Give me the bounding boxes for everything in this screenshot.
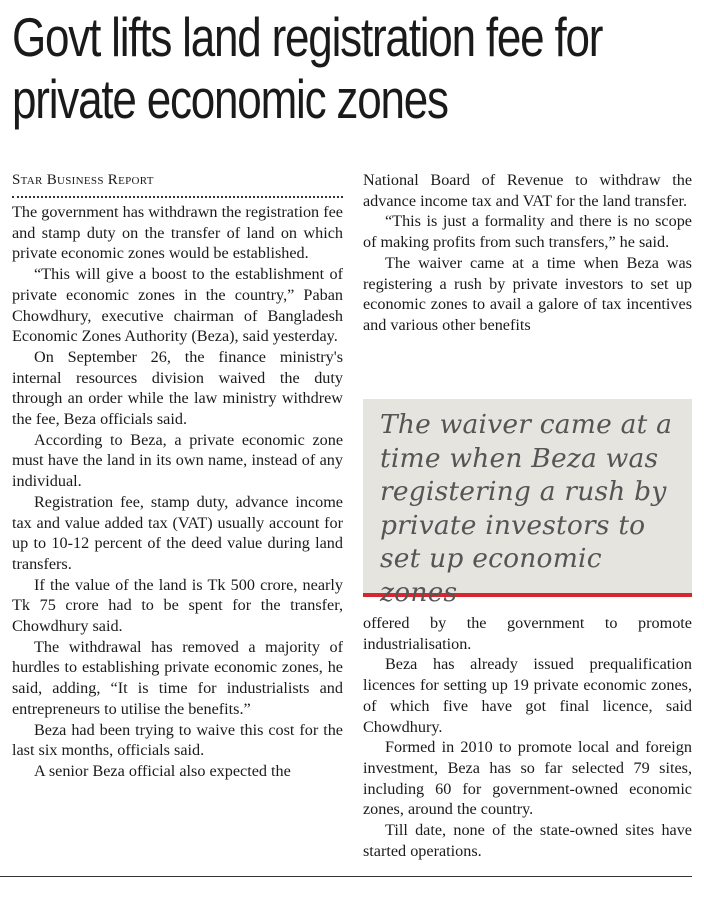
paragraph: Beza had been trying to waive this cost for the last six months, officials said. bbox=[12, 720, 343, 760]
pull-quote-text: The waiver came at a time when Beza was registering a rush by private investors to set up economic zones bbox=[380, 409, 673, 608]
dotted-divider bbox=[12, 196, 343, 198]
paragraph: National Board of Revenue to withdraw the advance income tax and VAT for the land transfer. bbox=[363, 171, 692, 210]
paragraph: Registration fee, stamp duty, advance income tax and value added tax (VAT) usually account for up to 10-12 percent of the deed value during land transfers. bbox=[12, 492, 343, 573]
paragraph: A senior Beza official also expected the bbox=[34, 761, 291, 780]
paragraph: Formed in 2010 to promote local and foreign investment, Beza has so far selected 79 sites, including 60 for government-owned economic zones, around the country. bbox=[363, 738, 692, 819]
paragraph: Till date, none of the state-owned sites have started operations. bbox=[363, 821, 692, 860]
paragraph: According to Beza, a private economic zone must have the land in its own name, instead of any individual. bbox=[12, 430, 343, 491]
paragraph: The withdrawal has removed a majority of hurdles to establishing private economic zones, he said, adding, “It is time for industrialists and entrepreneurs to utilise the benefits.” bbox=[12, 637, 343, 718]
paragraph: The waiver came at a time when Beza was registering a rush by private investors to set up economic zones to avail a galore of tax incentives and various other benefits bbox=[363, 253, 692, 334]
paragraph: “This will give a boost to the establishment of private economic zones in the country,” Paban Chowdhury, executive chairman of Bangladesh Economic Zones Authority (Beza), said yesterday. bbox=[12, 265, 343, 346]
paragraph: “This is just a formality and there is no scope of making profits from such transfers,” he said. bbox=[363, 212, 692, 252]
article-column-left bbox=[12, 170, 343, 782]
article-column-right-top bbox=[363, 170, 692, 336]
paragraph: On September 26, the finance ministry's internal resources division waived the duty through an order while the law ministry withdrew the fee, Beza officials said. bbox=[12, 347, 343, 429]
bottom-divider bbox=[0, 876, 692, 877]
byline: Star Business Report bbox=[12, 172, 154, 188]
paragraph: The government has withdrawn the registration fee and stamp duty on the transfer of land on which private economic zones would be established. bbox=[12, 203, 343, 263]
paragraph: If the value of the land is Tk 500 crore, nearly Tk 75 crore had to be spent for the transfer, Chowdhury said. bbox=[12, 575, 343, 636]
pull-quote-box bbox=[363, 399, 692, 608]
paragraph: Beza has already issued prequalification licences for setting up 19 private economic zones, of which five have got final licence, said Chowdhury. bbox=[363, 655, 692, 736]
headline: Govt lifts land registration fee for private economic zones bbox=[12, 6, 603, 130]
article-column-right-bottom bbox=[363, 613, 692, 861]
paragraph: offered by the government to promote industrialisation. bbox=[363, 614, 692, 653]
